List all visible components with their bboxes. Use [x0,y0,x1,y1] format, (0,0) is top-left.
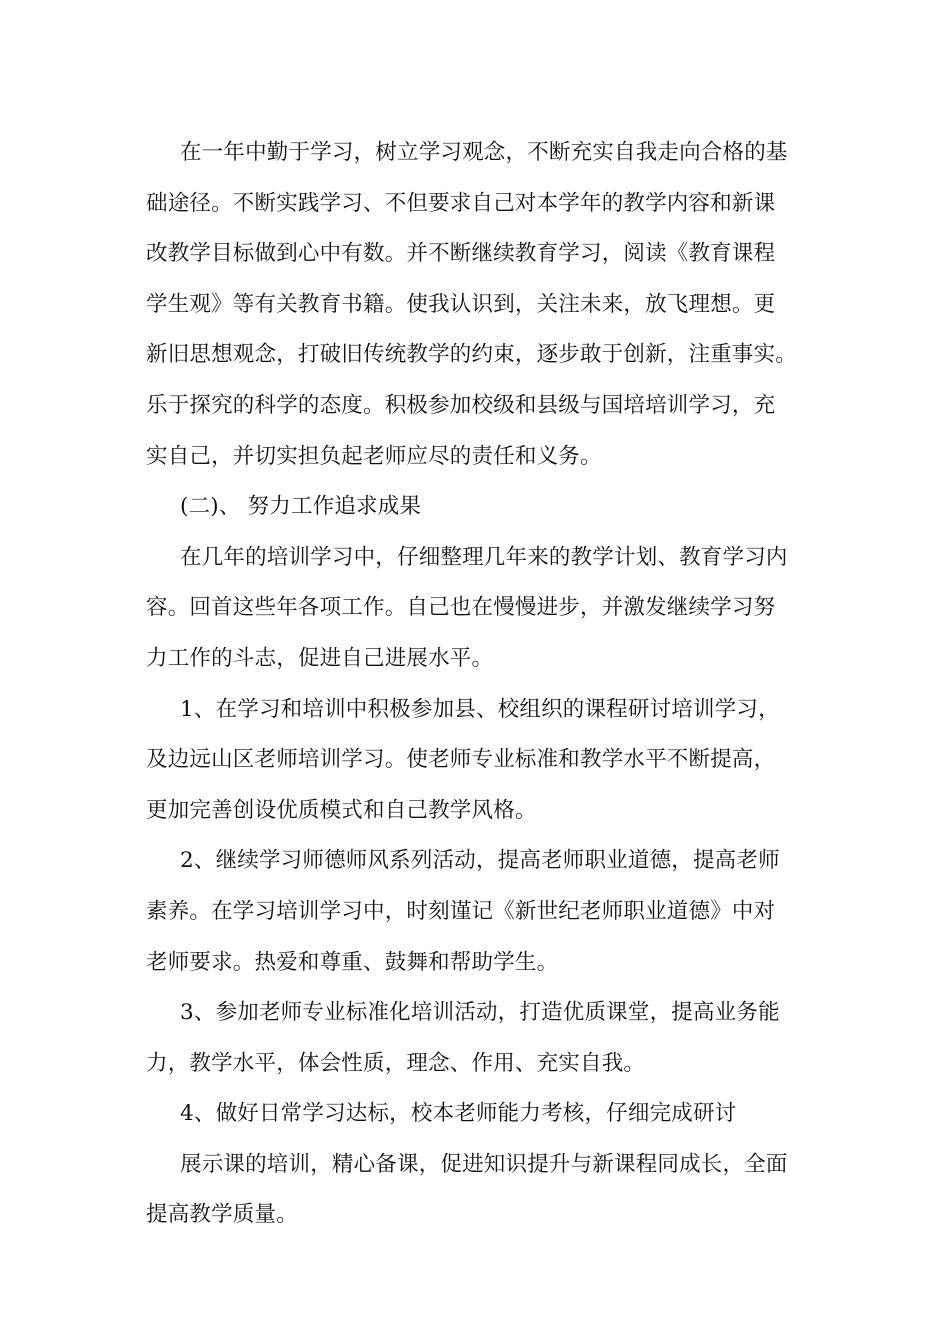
text-line: 3、参加老师专业标准化培训活动，打造优质课堂，提高业务能 [180,1000,780,1026]
text-line: 乐于探究的科学的态度。积极参加校级和县级与国培培训学习，充 [146,392,776,418]
text-line: 新旧思想观念，打破旧传统教学的约束，逐步敢于创新，注重事实。 [146,342,798,368]
text-line: 实自己，并切实担负起老师应尽的责任和义务。 [146,443,602,469]
text-line: 础途径。不断实践学习、不但要求自己对本学年的教学内容和新课 [146,190,776,216]
text-line: 在几年的培训学习中，仔细整理几年来的教学计划、教育学习内 [180,544,788,570]
text-line: 老师要求。热爱和尊重、鼓舞和帮助学生。 [146,949,559,975]
text-line: 4、做好日常学习达标，校本老师能力考核，仔细完成研讨 [180,1101,737,1127]
text-line: 2、继续学习师德师风系列活动，提高老师职业道德，提高老师 [180,848,780,874]
text-line: 展示课的培训，精心备课，促进知识提升与新课程同成长，全面 [180,1151,788,1177]
text-line: 及边远山区老师培训学习。使老师专业标准和教学水平不断提高， [146,747,776,773]
text-line: 在一年中勤于学习，树立学习观念，不断充实自我走向合格的基 [180,140,788,165]
text-line: 力，教学水平，体会性质，理念、作用、充实自我。 [146,1050,646,1076]
text-line: 力工作的斗志，促进自己进展水平。 [146,645,494,671]
text-line: 提高教学质量。 [146,1202,298,1228]
text-line: 容。回首这些年各项工作。自己也在慢慢进步，并激发继续学习努 [146,595,776,621]
text-line: 素养。在学习培训学习中，时刻谨记《新世纪老师职业道德》中对 [146,898,776,924]
text-line: 1、在学习和培训中积极参加县、校组织的课程研讨培训学习， [180,696,780,722]
document-body [146,128,816,1241]
text-line: 改教学目标做到心中有数。并不断继续教育学习，阅读《教育课程 [146,241,776,267]
text-line: 更加完善创设优质模式和自己教学风格。 [146,797,537,823]
text-line: (二)、 努力工作追求成果 [180,494,422,520]
text-line: 学生观》等有关教育书籍。使我认识到，关注未来，放飞理想。更 [146,291,776,317]
